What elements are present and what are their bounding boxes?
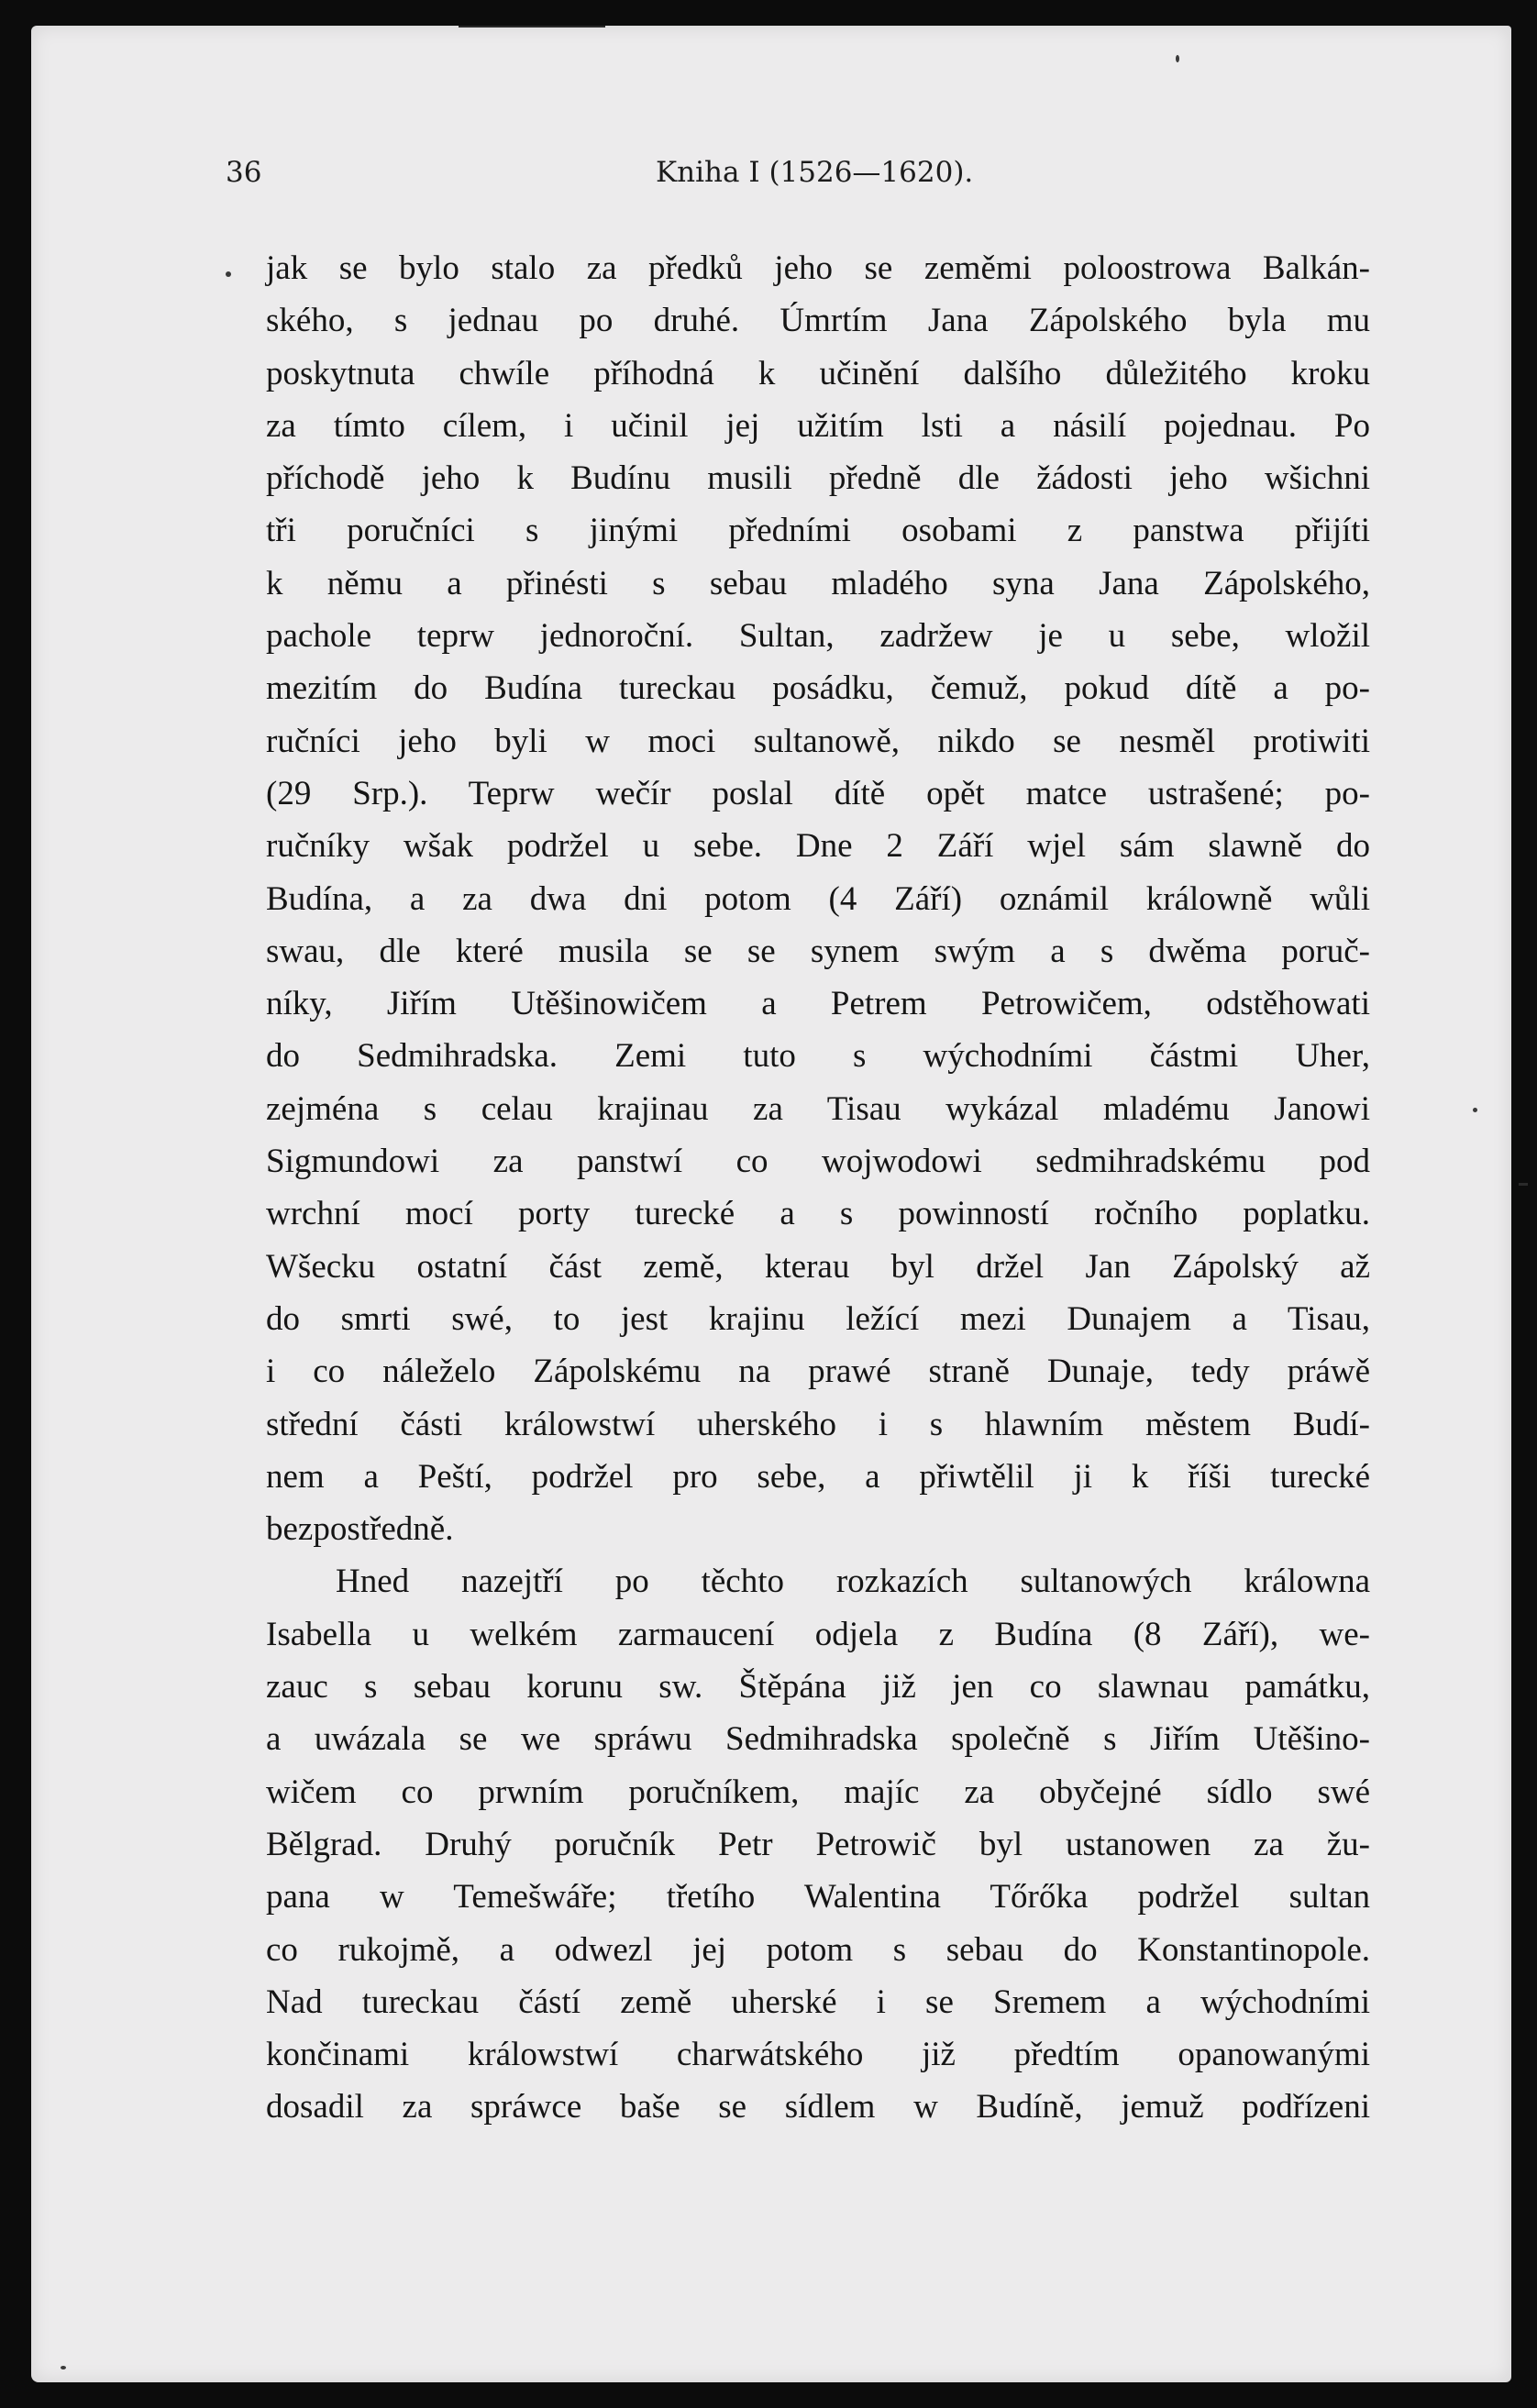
text-line: i co náleželo Zápolskému na prawé straně Dunaje, tedy práwě — [266, 1353, 1370, 1391]
text-line: wrchní mocí porty turecké a s powinností ročního poplatku. — [266, 1195, 1370, 1233]
text-line: bezpostředně. — [266, 1510, 454, 1549]
scan-speck — [226, 271, 231, 277]
text-line: tři poručníci s jinými předními osobami z panstwa přijíti — [266, 512, 1370, 550]
text-line: Sigmundowi za panstwí co wojwodowi sedmihradskému pod — [266, 1143, 1370, 1181]
text-line: zauc s sebau korunu sw. Štěpána již jen co slawnau památku, — [266, 1668, 1370, 1707]
text-line: za tímto cílem, i učinil jej užitím lsti a násilí pojednau. Po — [266, 406, 1370, 445]
text-line: níky, Jiřím Utěšinowičem a Petrem Petrowičem, odstěhowati — [266, 985, 1370, 1023]
text-line: střední části králowstwí uherského i s hlawním městem Budí- — [266, 1405, 1370, 1443]
text-line: co rukojmě, a odwezl jej potom s sebau do Konstantinopole. — [266, 1930, 1370, 1969]
text-line: pana w Temešwáře; třetího Walentina Tőrőka podržel sultan — [266, 1878, 1370, 1916]
text-line: Isabella u welkém zarmaucení odjela z Budína (8 Září), we- — [266, 1615, 1370, 1653]
running-head: Kniha I (1526—1620). — [656, 156, 974, 189]
text-line: ského, s jednau po druhé. Úmrtím Jana Zápolského byla mu — [266, 302, 1370, 340]
text-line: wičem co prwním poručníkem, majíc za obyčejné sídlo swé — [266, 1773, 1370, 1811]
text-line: pachole teprw jednoroční. Sultan, zadržew je u sebe, wložil — [266, 617, 1370, 656]
text-line: swau, dle které musila se se synem swým a s dwěma poruč- — [266, 932, 1370, 970]
scan-edge-mark — [459, 26, 605, 28]
text-line: mezitím do Budína tureckau posádku, čemuž, pokud dítě a po- — [266, 669, 1370, 708]
text-line: ručníky wšak podržel u sebe. Dne 2 Září wjel sám slawně do — [266, 827, 1370, 866]
text-line: (29 Srp.). Teprw wečír poslal dítě opět matce ustrašené; po- — [266, 774, 1370, 812]
text-line: a uwázala se we spráwu Sedmihradska společně s Jiřím Utěšino- — [266, 1720, 1370, 1759]
scan-speck — [1176, 55, 1179, 62]
text-line: Nad tureckau částí země uherské i se Sremem a wýchodními — [266, 1983, 1370, 2021]
text-line: do Sedmihradska. Zemi tuto s wýchodními částmi Uher, — [266, 1037, 1370, 1076]
page-number: 36 — [226, 156, 262, 189]
text-line: Budína, a za dwa dni potom (4 Září) oznámil králowně wůli — [266, 879, 1370, 918]
text-line: poskytnuta chwíle příhodná k učinění dalšího důležitého kroku — [266, 354, 1370, 392]
scan-speck — [61, 2366, 66, 2369]
text-line: zejména s celau krajinau za Tisau wykázal mladému Janowi — [266, 1089, 1370, 1128]
scan-speck — [1473, 1108, 1477, 1112]
scan-edge-mark — [1519, 1183, 1528, 1186]
text-line: dosadil za spráwce baše se sídlem w Budíně, jemuž podřízeni — [266, 2088, 1370, 2126]
text-line: ručníci jeho byli w moci sultanowě, nikdo se nesměl protiwiti — [266, 722, 1370, 760]
text-line: nem a Peští, podržel pro sebe, a přiwtělil ji k říši turecké — [266, 1457, 1370, 1496]
text-line: jak se bylo stalo za předků jeho se zeměmi poloostrowa Balkán- — [266, 249, 1370, 287]
text-line: do smrti swé, to jest krajinu ležící mezi Dunajem a Tisau, — [266, 1299, 1370, 1338]
text-line: příchodě jeho k Budínu musili předně dle žádosti jeho wšichni — [266, 459, 1370, 498]
text-line: Bělgrad. Druhý poručník Petr Petrowič byl ustanowen za žu- — [266, 1825, 1370, 1863]
text-line: k němu a přinésti s sebau mladého syna Jana Zápolského, — [266, 564, 1370, 602]
text-line: Wšecku ostatní část země, kterau byl držel Jan Zápolský až — [266, 1247, 1370, 1286]
body-text — [266, 242, 1370, 2134]
page-header — [0, 156, 1537, 196]
text-line: končinami králowstwí charwátského již předtím opanowanými — [266, 2036, 1370, 2074]
text-line-paragraph-start: Hned nazejtří po těchto rozkazích sultanowých králowna — [336, 1563, 1370, 1601]
